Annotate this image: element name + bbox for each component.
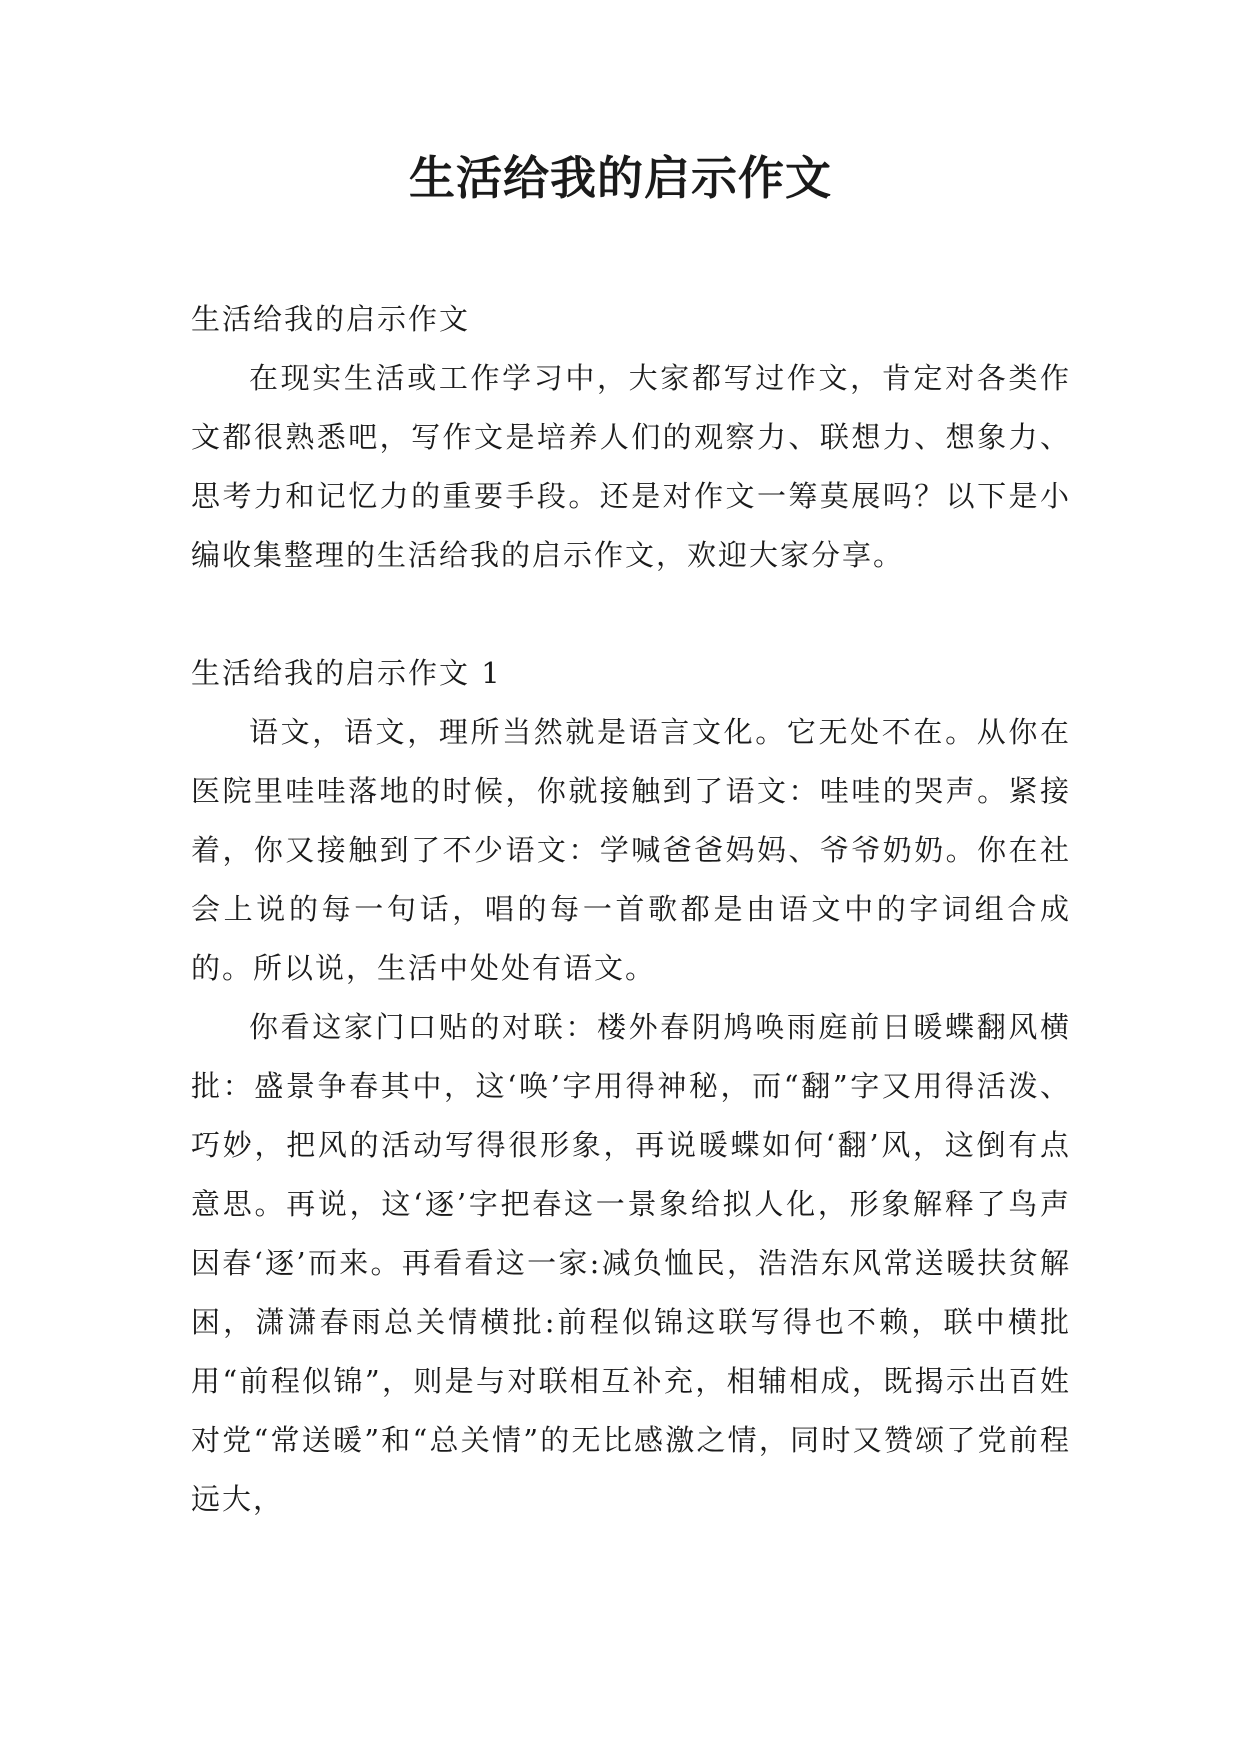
section-1-paragraph-1: 语文，语文，理所当然就是语言文化。它无处不在。从你在医院里哇哇落地的时候，你就接触到了语文：哇哇的哭声。紧接着，你又接触到了不少语文：学喊爸爸妈妈、爷爷奶奶。你在社会上说的每一句话，唱的每一首歌都是由语文中的字词组合成的。所以说，生活中处处有语文。	[191, 715, 1071, 985]
section-1-paragraph-2: 你看这家门口贴的对联：楼外春阴鸠唤雨庭前日暖蝶翻风横批：盛景争春其中，这‘唤’字用得神秘，而“翻”字又用得活泼、巧妙，把风的活动写得很形象，再说暖蝶如何‘翻’风，这倒有点意思。再说，这‘逐’字把春这一景象给拟人化，形象解释了鸟声因春‘逐’而来。再看看这一家:减负恤民，浩浩东风常送暖扶贫解困，潇潇春雨总关情横批:前程似锦这联写得也不赖，联中横批用“前程似锦”，则是与对联相互补充，相辅相成，既揭示出百姓对党“常送暖”和“总关情”的无比感激之情，同时又赞颂了党前程远大，	[191, 1010, 1071, 1516]
document-body	[191, 290, 1071, 1529]
section-1-heading: 生活给我的启示作文 1	[191, 656, 502, 690]
intro-heading: 生活给我的启示作文	[191, 302, 471, 336]
document-title: 生活给我的启示作文	[409, 151, 832, 205]
section-spacer	[191, 585, 1071, 644]
intro-paragraph: 在现实生活或工作学习中，大家都写过作文，肯定对各类作文都很熟悉吧，写作文是培养人们的观察力、联想力、想象力、思考力和记忆力的重要手段。还是对作文一筹莫展吗？以下是小编收集整理的生活给我的启示作文，欢迎大家分享。	[191, 361, 1071, 572]
